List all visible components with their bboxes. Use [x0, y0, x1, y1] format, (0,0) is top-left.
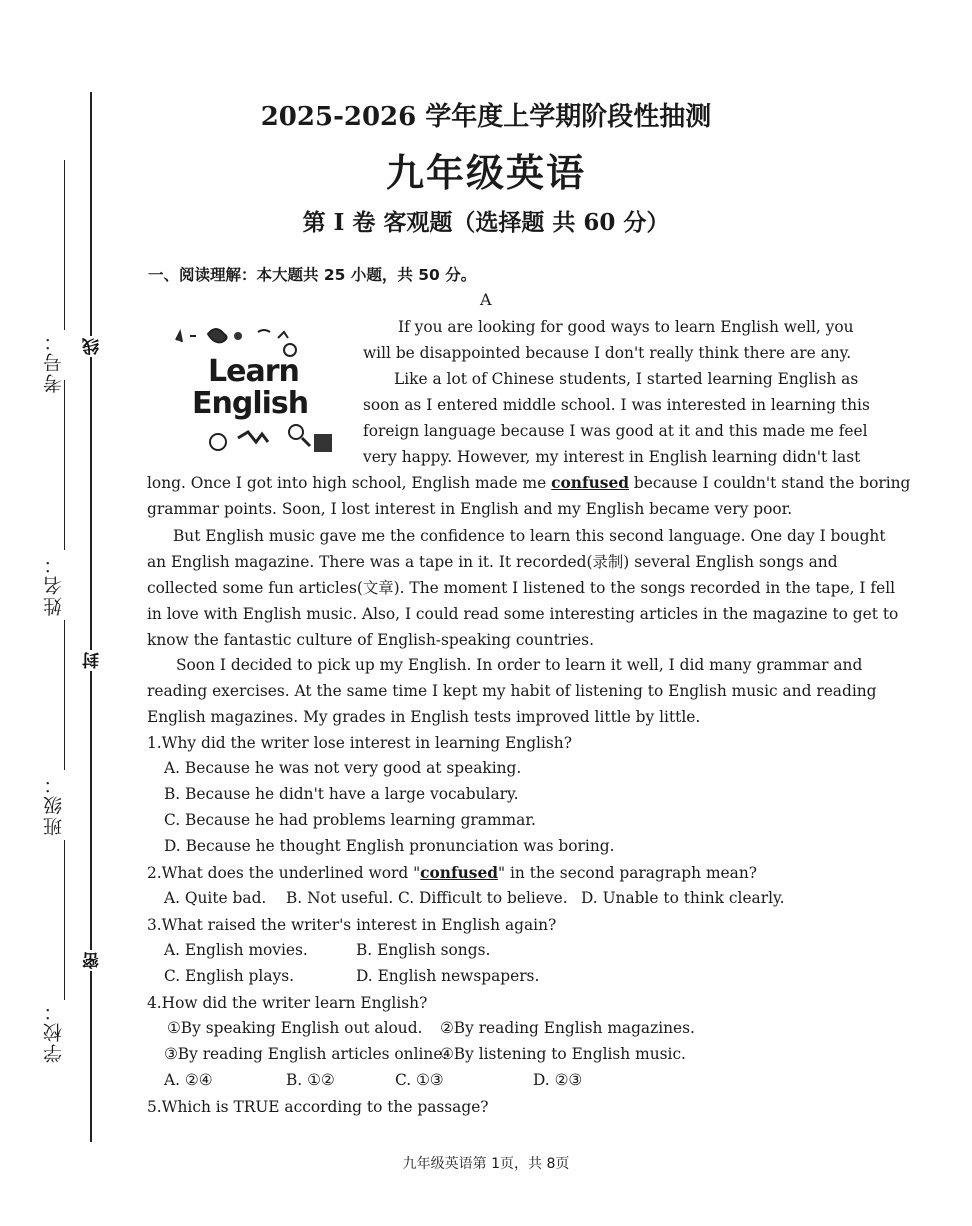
q4-option-c: C. ①③ [395, 1071, 444, 1089]
q4-option-a: A. ②④ [164, 1071, 213, 1089]
passage-line: But English music gave me the confidence to learn this second language. One day I bought [173, 527, 886, 545]
passage-label: A [480, 290, 492, 309]
passage-line: Soon I decided to pick up my English. In order to learn it well, I did many grammar and [176, 656, 863, 674]
passage-line: collected some fun articles(文章). The moment I listened to the songs recorded in the tape, I fell [147, 579, 896, 597]
q1-option-a: A. Because he was not very good at speaking. [164, 759, 522, 777]
part-title: 第 I 卷 客观题（选择题 共 60 分） [302, 209, 670, 236]
q1-option-d: D. Because he thought English pronunciation was boring. [164, 837, 615, 855]
q2-stem-after: " in the second paragraph mean? [498, 864, 758, 882]
passage-line: Like a lot of Chinese students, I started learning English as [394, 370, 859, 388]
q3-option-d: D. English newspapers. [356, 967, 540, 985]
q4-statement-3: ③By reading English articles online. [164, 1045, 448, 1063]
underline-before: long. Once I got into high school, English made me [147, 474, 552, 492]
question-3-stem: 3.What raised the writer's interest in English again? [147, 916, 557, 934]
binding-line [90, 92, 92, 1142]
seal-seal-char: 封 [80, 650, 105, 671]
q3-option-c: C. English plays. [164, 967, 294, 985]
question-4-stem: 4.How did the writer learn English? [147, 994, 428, 1012]
subject-title: 九年级英语 [385, 151, 586, 195]
page-footer: 九年级英语第 1页，共 8页 [402, 1156, 570, 1172]
question-1-stem: 1.Why did the writer lose interest in learning English? [147, 734, 572, 752]
underline-after: because I couldn't stand the boring [629, 474, 911, 492]
q1-option-c: C. Because he had problems learning grammar. [164, 811, 536, 829]
seal-secret-char: 密 [80, 950, 105, 971]
class-label: 班级： [43, 773, 65, 836]
exam-title: 2025-2026 学年度上学期阶段性抽测 [260, 102, 712, 132]
question-2-stem [147, 863, 757, 883]
q2-option-b: B. Not useful. [286, 889, 394, 907]
q3-option-a: A. English movies. [164, 941, 308, 959]
passage-line: grammar points. Soon, I lost interest in English and my English became very poor. [147, 500, 793, 518]
q4-statement-2: ②By reading English magazines. [440, 1019, 695, 1037]
underlined-word: confused [551, 474, 630, 492]
passage-line-underlined [147, 473, 910, 493]
passage-line: an English magazine. There was a tape in it. It recorded(录制) several English songs and [147, 553, 838, 571]
q3-option-b: B. English songs. [356, 941, 491, 959]
class-blank-line [64, 620, 65, 770]
passage-line: English magazines. My grades in English tests improved little by little. [147, 708, 701, 726]
q1-option-b: B. Because he didn't have a large vocabulary. [164, 785, 519, 803]
q4-option-b: B. ①② [286, 1071, 335, 1089]
q2-underlined-word: confused [420, 864, 499, 882]
school-label: 学校： [43, 1000, 65, 1063]
passage-line: will be disappointed because I don't really think there are any. [363, 344, 852, 362]
passage-line: reading exercises. At the same time I kept my habit of listening to English music and reading [147, 682, 877, 700]
q2-option-d: D. Unable to think clearly. [581, 889, 785, 907]
passage-line: soon as I entered middle school. I was interested in learning this [363, 396, 870, 414]
passage-line: If you are looking for good ways to learn English well, you [398, 318, 854, 336]
school-blank-line [64, 840, 65, 1000]
seal-line-char: 线 [80, 336, 105, 357]
question-5-stem: 5.Which is TRUE according to the passage? [147, 1098, 489, 1116]
passage-line: foreign language because I was good at it and this made me feel [363, 422, 868, 440]
illustration-text-learn: Learn [208, 354, 299, 389]
illustration-text-english: English [192, 386, 309, 421]
q4-statement-1: ①By speaking English out aloud. [167, 1019, 423, 1037]
q2-stem-before: 2.What does the underlined word " [147, 864, 421, 882]
q4-option-d: D. ②③ [533, 1071, 583, 1089]
passage-line: know the fantastic culture of English-speaking countries. [147, 631, 594, 649]
section-heading: 一、阅读理解：本大题共 25 小题，共 50 分。 [148, 266, 477, 284]
q2-option-a: A. Quite bad. [164, 889, 267, 907]
q4-statement-4: ④By listening to English music. [440, 1045, 686, 1063]
exam-number-label: 考号： [43, 330, 65, 393]
passage-line: very happy. However, my interest in English learning didn't last [363, 448, 861, 466]
learn-english-illustration [168, 322, 336, 462]
passage-line: in love with English music. Also, I could read some interesting articles in the magazine to get to [147, 605, 899, 623]
id-blank-line [64, 380, 65, 550]
q2-option-c: C. Difficult to believe. [398, 889, 568, 907]
name-label: 姓名： [43, 553, 65, 616]
